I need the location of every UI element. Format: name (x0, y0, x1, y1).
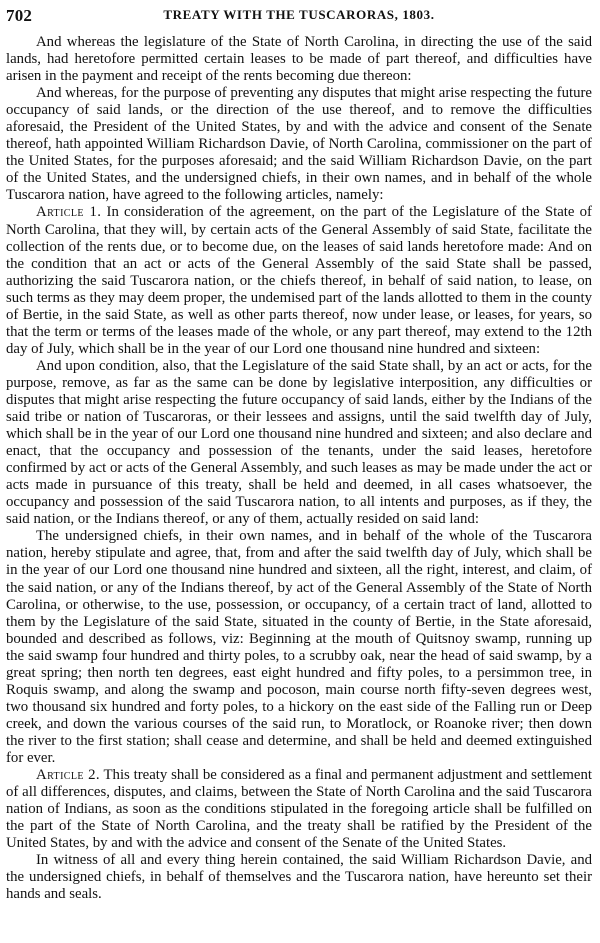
page-number: 702 (6, 6, 33, 25)
paragraph-article-2 (6, 767, 592, 852)
paragraph-text: The undersigned chiefs, in their own names, and in behalf of the whole of the Tuscarora nation, hereby stipulate and agree, that, from and after the said twelfth day of July, which shall be in the year of our Lord one thousand nine hundred and sixteen, all the right, interest, and claim, of the said nation, or any of the Indians thereof, by act of the General Assembly of the State of North Carolina, or otherwise, to the use, possession, or occupancy, of a certain tract of land, allotted to them by the Legislature of the said State, situated in the county of Bertie, in the State aforesaid, bounded and described as follows, viz: Beginning at the mouth of Quitsnoy swamp, running up the said swamp four hundred and thirty poles, to a scrubby oak, near the head of said swamp, by a great spring; then north ten degrees, east eight hundred and fifty poles, to a persimmon tree, in Roquis swamp, and along the swamp and pocoson, main course north fifty-seven degrees west, two thousand six hundred and forty poles, to a hickory on the east side of the Falling run or Deep creek, and down the various courses of the said run, to Moratlock, or Roanoke river; then down the river to the first station; shall cease and determine, and shall be held and deemed extinguished for ever. (6, 528, 592, 766)
article-heading: Article 1. (36, 204, 102, 221)
running-head (6, 6, 592, 26)
paragraph-land-stipulation (6, 528, 592, 767)
paragraph-text: And whereas the legislature of the State of North Carolina, in directing the use of the said lands, had heretofore permitted certain leases to be made of part thereof, and difficulties have arisen in the payment and receipt of the rents becoming due thereon: (6, 34, 592, 85)
paragraph-commissioner-recital (6, 85, 592, 204)
paragraph-witness-clause (6, 852, 592, 903)
paragraph-legislative-condition (6, 358, 592, 528)
paragraph-text: In consideration of the agreement, on the part of the Legislature of the State of North Carolina, that they will, by certain acts of the General Assembly of said State, facilitate the collection of the rents due, or to become due, on the leases of said lands heretofore made: And on the condition that an act or acts of the General Assembly of the said State shall be passed, authorizing the said Tuscarora nation, or the chiefs thereof, in behalf of said nation, to lease, on such terms as they may deem proper, the undemised part of the lands allotted to them in the county of Bertie, in the said State, as well as other parts thereof, now under lease, or leases, for years, so that the term or terms of the leases made of the whole, or any part thereof, may extend to the 12th day of July, which shall be in the year of our Lord one thousand nine hundred and sixteen: (6, 204, 592, 357)
paragraph-article-1 (6, 204, 592, 357)
article-heading: Article 2. (36, 767, 100, 784)
treaty-text (6, 34, 592, 903)
paragraph-text: And upon condition, also, that the Legislature of the said State shall, by an act or acts, for the purpose, remove, as far as the same can be done by legislative interposition, any difficulties or disputes that might arise respecting the future occupancy of said lands, either by the Indians of the said tribe or nation of Tuscaroras, or their lessees and assigns, until the said twelfth day of July, which shall be in the year of our Lord one thousand nine hundred and sixteen; and also declare and enact, that the occupancy and possession of the tenants, under the said leases, heretofore confirmed by act or acts of the General Assembly, and such leases as may be made under the act or acts made in pursuance of this treaty, shall be held and deemed, in all cases whatsoever, the occupancy and possession of the said Tuscarora nation, to all intents and purposes, as if they, the said nation, or the Indians thereof, or any of them, actually resided on said land: (6, 357, 592, 528)
paragraph-leases-recital (6, 34, 592, 85)
running-title: TREATY WITH THE TUSCARORAS, 1803. (163, 7, 435, 22)
paragraph-text: This treaty shall be considered as a final and permanent adjustment and settlement of all differences, disputes, and claims, between the State of North Carolina and the said Tuscarora nation of Indians, as soon as the conditions stipulated in the foregoing article shall be fulfilled on the part of the State of North Carolina, and the treaty shall be ratified by the President of the United States, by and with the advice and consent of the Senate of the United States. (6, 767, 592, 852)
paragraph-text: And whereas, for the purpose of preventing any disputes that might arise respecting the future occupancy of said lands, or the direction of the use thereof, and to remove the difficulties aforesaid, the President of the United States, by and with the advice and consent of the Senate thereof, hath appointed William Richardson Davie, of North Carolina, commissioner on the part of the United States, for the purposes aforesaid; and the said William Richardson Davie, on the part of the United States, and the undersigned chiefs, in their own names, and in behalf of the whole Tuscarora nation, have agreed to the following articles, namely: (6, 85, 592, 204)
paragraph-text: In witness of all and every thing herein contained, the said William Richardson Davie, and the undersigned chiefs, in behalf of themselves and the Tuscarora nation, have hereunto set their hands and seals. (6, 852, 592, 903)
